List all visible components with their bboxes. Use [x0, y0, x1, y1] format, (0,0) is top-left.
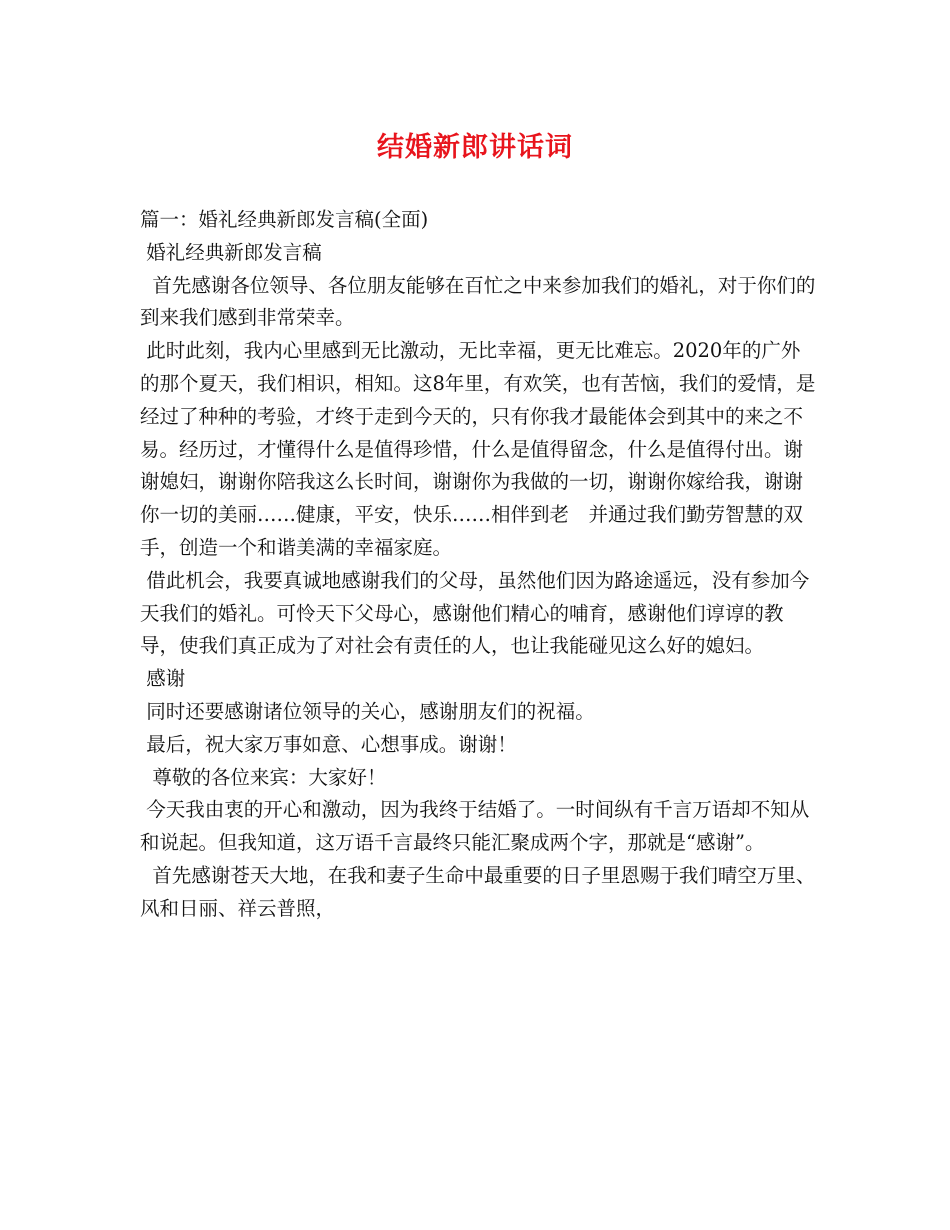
paragraph: 借此机会，我要真诚地感谢我们的父母，虽然他们因为路途遥远，没有参加今天我们的婚礼。可怜天下父母心，感谢他们精心的哺育，感谢他们谆谆的教导，使我们真正成为了对社会有责任的人，也让我能碰见这么好的媳妇。	[140, 568, 810, 658]
paragraph: 感谢	[140, 667, 186, 691]
document-title: 结婚新郎讲话词	[377, 132, 573, 163]
paragraph: 尊敬的各位来宾：大家好！	[140, 765, 387, 789]
paragraph: 首先感谢苍天大地，在我和妻子生命中最重要的日子里恩赐于我们晴空万里、风和日丽、祥云普照，	[140, 863, 816, 920]
paragraph: 同时还要感谢诸位领导的关心，感谢朋友们的祝福。	[140, 699, 595, 723]
paragraph: 最后，祝大家万事如意、心想事成。谢谢！	[140, 732, 517, 756]
paragraph: 此时此刻，我内心里感到无比激动，无比幸福，更无比难忘。2020年的广外的那个夏天，我们相识，相知。这8年里，有欢笑，也有苦恼，我们的爱情，是经过了种种的考验，才终于走到今天的，只有你我才最能体会到其中的来之不易。经历过，才懂得什么是值得珍惜，什么是值得留念，什么是值得付出。谢谢媳妇，谢谢你陪我这么长时间，谢谢你为我做的一切，谢谢你嫁给我，谢谢你一切的美丽……健康，平安，快乐……相伴到老 并通过我们勤劳智慧的双手，创造一个和谐美满的幸福家庭。	[140, 339, 816, 559]
paragraph: 首先感谢各位领导、各位朋友能够在百忙之中来参加我们的婚礼，对于你们的到来我们感到非常荣幸。	[140, 273, 816, 330]
paragraph: 篇一：婚礼经典新郎发言稿(全面)	[140, 208, 429, 231]
paragraph: 今天我由衷的开心和激动，因为我终于结婚了。一时间纵有千言万语却不知从和说起。但我知道，这万语千言最终只能汇聚成两个字，那就是“感谢”。	[140, 798, 810, 855]
document-body	[140, 204, 816, 926]
paragraph: 婚礼经典新郎发言稿	[140, 240, 322, 264]
